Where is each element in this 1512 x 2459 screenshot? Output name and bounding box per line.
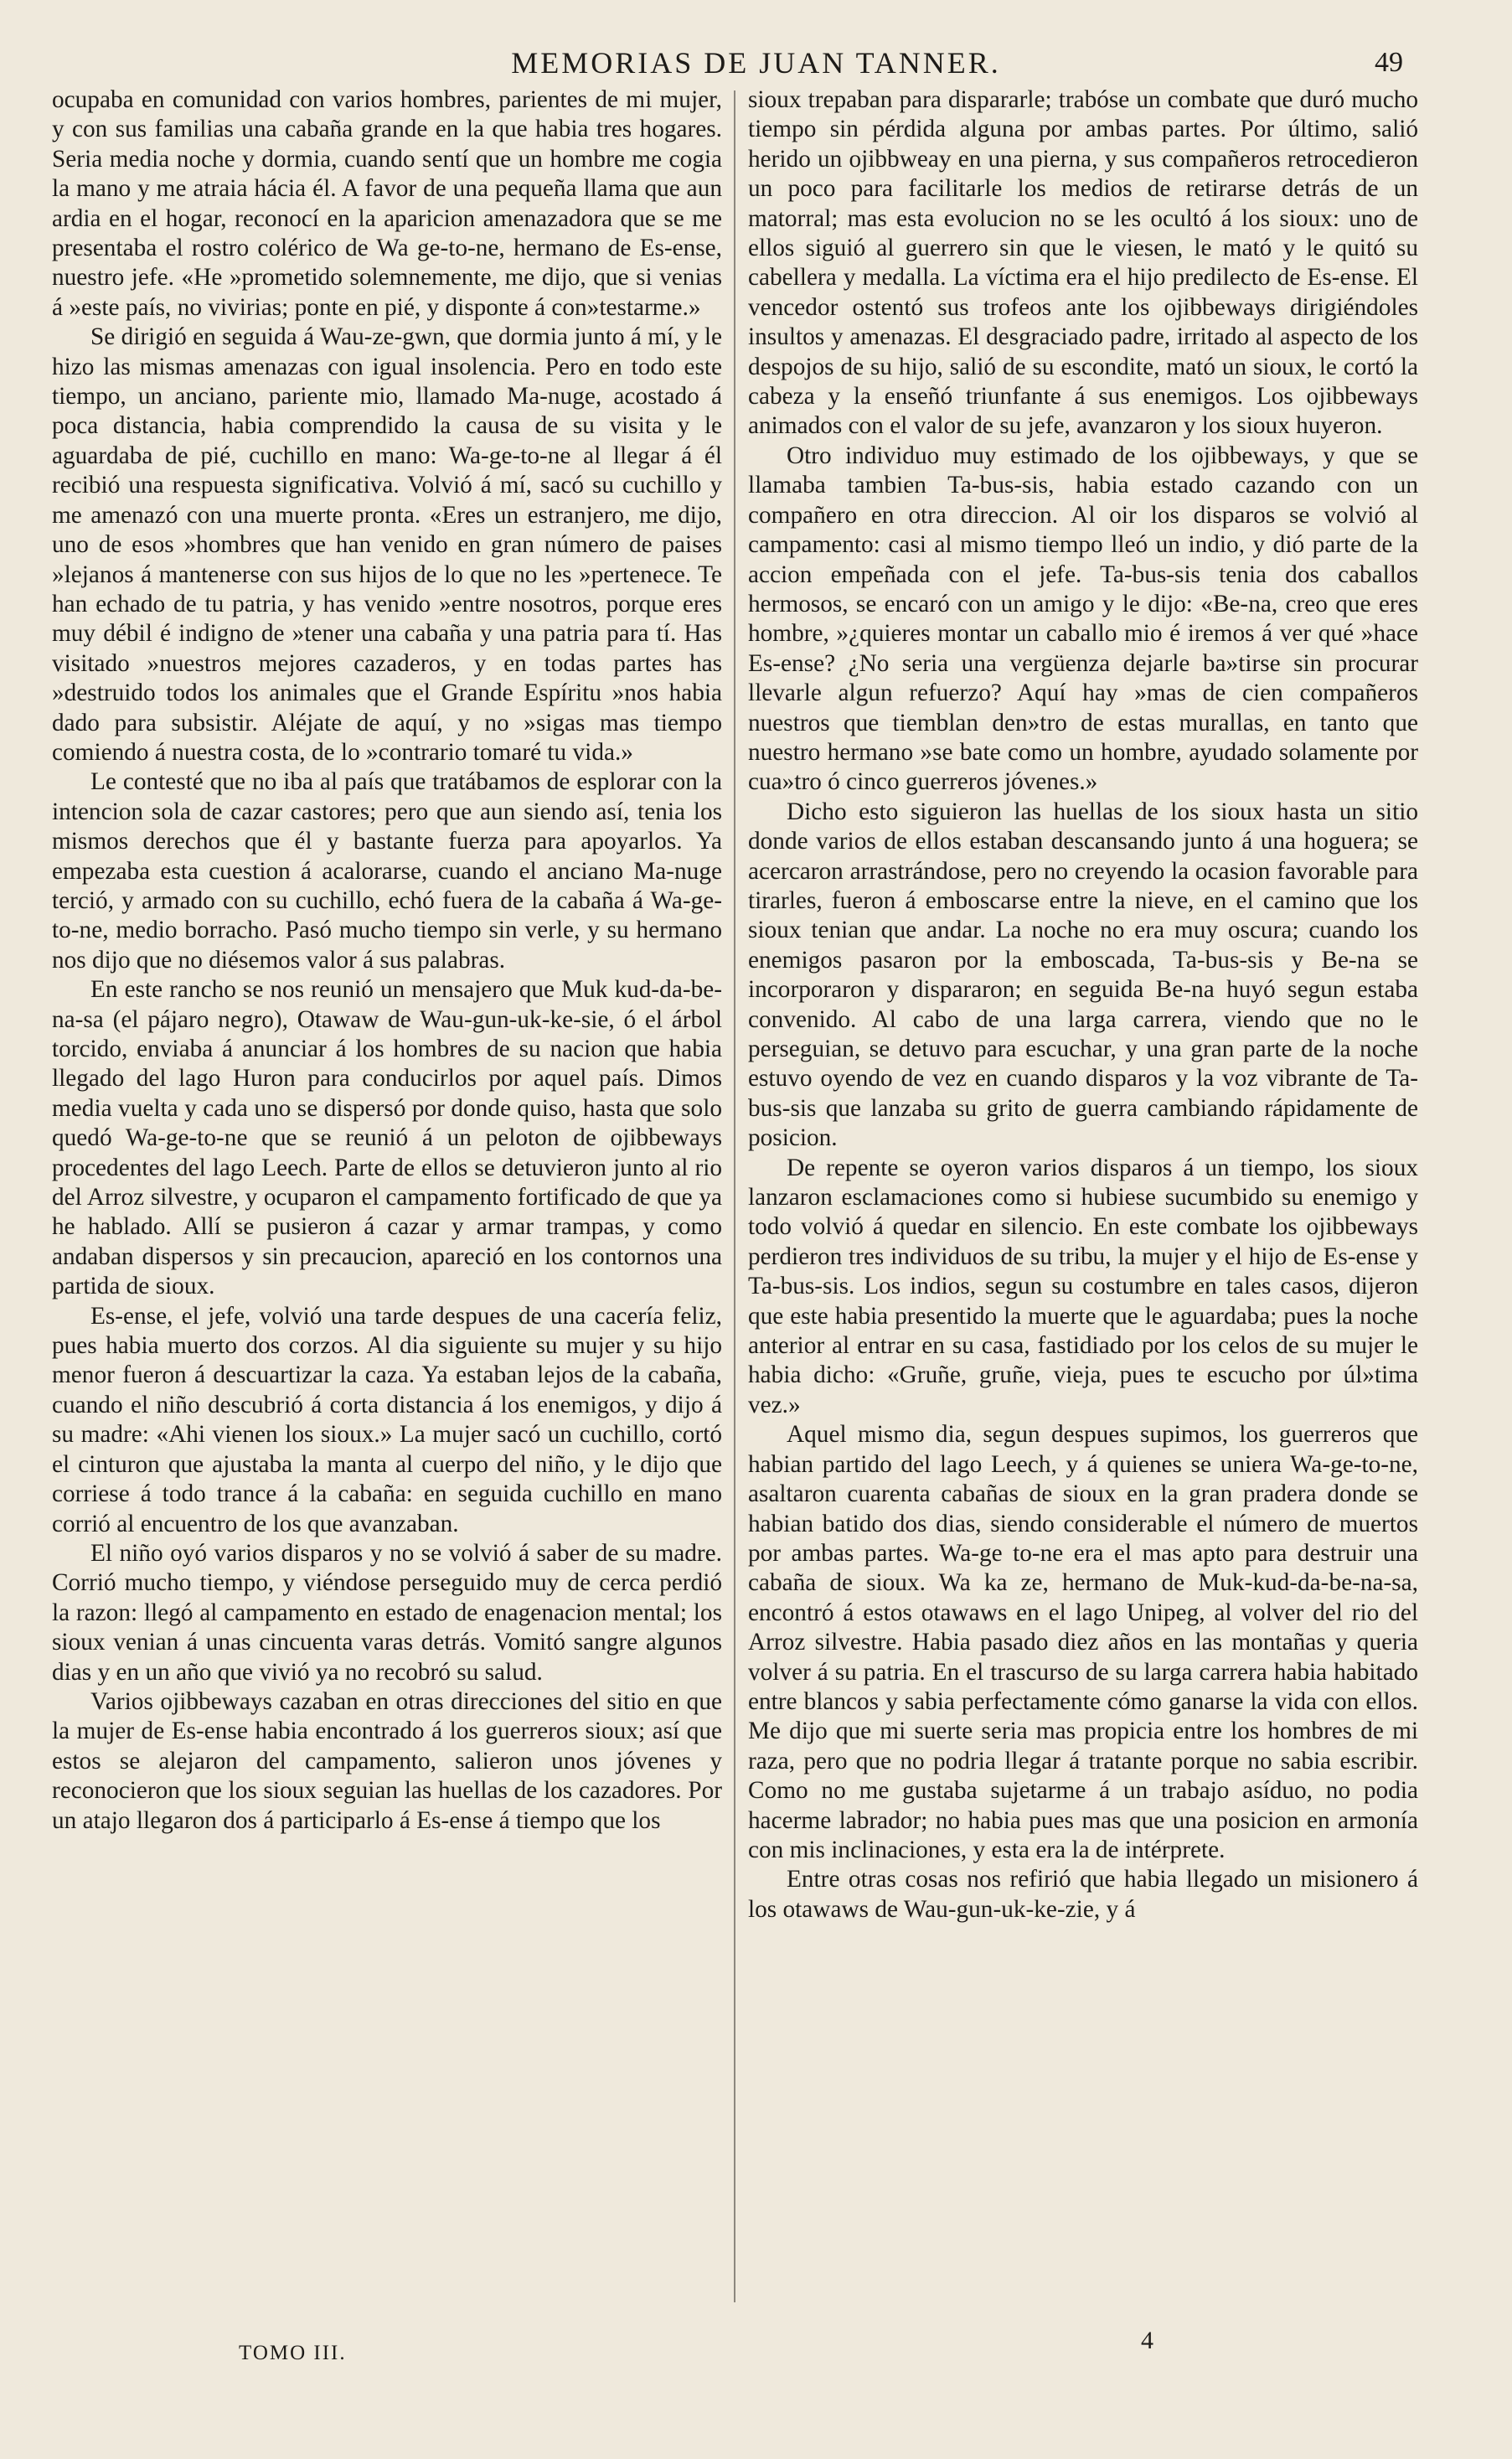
left-column (52, 85, 722, 2306)
running-title: MEMORIAS DE JUAN TANNER. (511, 46, 1001, 80)
column-divider (734, 90, 735, 2302)
signature-mark: 4 (1141, 2327, 1153, 2354)
paragraph: El niño oyó varios disparos y no se volvió á saber de su madre. Corrió mucho tiempo, y viéndose perseguido muy de cerca perdió la razon: llegó al campamento en estado de enagenacion mental; los sioux venian á unas cincuenta varas detrás. Vomitó sangre algunos dias y en un año que vivió ya no recobró su salud. (52, 1539, 722, 1686)
volume-footer: TOMO III. (239, 2342, 347, 2364)
paragraph: Entre otras cosas nos refirió que habia llegado un misionero á los otawaws de Wau-gun-uk-ke-zie, y á (748, 1866, 1418, 1923)
paragraph: Dicho esto siguieron las huellas de los sioux hasta un sitio donde varios de ellos estaban descansando junto á una hoguera; se acercaron arrastrándose, pero no creyendo la ocasion favorable para tirarles, fueron á emboscarse entre la nieve, en el camino que los sioux tenian que andar. La noche no era muy oscura; cuando los enemigos pasaron por la emboscada, Ta-bus-sis y Be-na se incorporaron y dispararon; en seguida Be-na huyó segun estaba convenido. Al cabo de una larga carrera, viendo que no le perseguian, se detuvo para escuchar, y una gran parte de la noche estuvo oyendo de vez en cuando disparos y la voz vibrante de Ta-bus-sis que lanzaba su grito de guerra cambiando rápidamente de posicion. (748, 798, 1418, 1152)
paragraph: De repente se oyeron varios disparos á un tiempo, los sioux lanzaron esclamaciones como si hubiese sucumbido su enemigo y todo volvió á quedar en silencio. En este combate los ojibbeways perdieron tres individuos de su tribu, la mujer y el hijo de Es-ense y Ta-bus-sis. Los indios, segun su costumbre en tales casos, dijeron que este habia presentido la muerte que le aguardaba; pues la noche anterior al entrar en su casa, fastidiado por los celos de su mujer le habia dicho: «Gruñe, gruñe, vieja, pues te escucho por úl»tima vez.» (748, 1154, 1418, 1418)
paragraph: sioux trepaban para dispararle; trabóse un combate que duró mucho tiempo sin pérdida alguna por ambas partes. Por último, salió herido un ojibbweay en una pierna, y sus compañeros retrocedieron un poco para facilitarle los medios de retirarse detrás de un matorral; mas esta evolucion no se les ocultó á los sioux: uno de ellos siguió al guerrero sin que le viesen, le mató y le quitó su cabellera y medalla. La víctima era el hijo predilecto de Es-ense. El vencedor ostentó sus trofeos ante los ojibbeways dirigiéndoles insultos y amenazas. El desgraciado padre, irritado al aspecto de los despojos de su hijo, salió de su escondite, mató un sioux, le cortó la cabeza y la enseñó triunfante á sus enemigos. Los ojibbeways animados con el valor de su jefe, avanzaron y los sioux huyeron. (748, 86, 1418, 440)
running-head (0, 42, 1512, 84)
paragraph: Otro individuo muy estimado de los ojibbeways, y que se llamaba tambien Ta-bus-sis, habia estado cazando con un compañero en otra direccion. Al oir los disparos se volvió al campamento: casi al mismo tiempo lleó un indio, y dió parte de la accion empeñada con el jefe. Ta-bus-sis tenia dos caballos hermosos, se encaró con un amigo y le dijo: «Be-na, creo que eres hombre, »¿quieres montar un caballo mio é iremos á ver qué »hace Es-ense? ¿No seria una vergüenza dejarle ba»tirse sin procurar llevarle algun refuerzo? Aquí hay »mas de cien compañeros nuestros que tiemblan den»tro de estas murallas, en tanto que nuestro hermano »se bate como un hombre, ayudado solamente por cua»tro ó cinco guerreros jóvenes.» (748, 442, 1418, 796)
paragraph: Es-ense, el jefe, volvió una tarde despues de una cacería feliz, pues habia muerto dos corzos. Al dia siguiente su mujer y su hijo menor fueron á descuartizar la caza. Ya estaban lejos de la cabaña, cuando el niño descubrió á corta distancia á los enemigos, y dijo á su madre: «Ahi vienen los sioux.» La mujer sacó un cuchillo, cortó el cinturon que ajustaba la manta al cuerpo del niño, y le dijo que corriese á todo trance á la cabaña: en seguida cuchillo en mano corrió al encuentro de los que avanzaban. (52, 1302, 722, 1537)
paragraph: Le contesté que no iba al país que tratábamos de esplorar con la intencion sola de cazar castores; pero que aun siendo así, tenia los mismos derechos que él y bastante fuerza para apoyarlos. Ya empezaba esta cuestion á acalorarse, cuando el anciano Ma-nuge terció, y armado con su cuchillo, echó fuera de la cabaña á Wa-ge-to-ne, medio borracho. Pasó mucho tiempo sin verle, y su hermano nos dijo que no diésemos valor á sus palabras. (52, 768, 722, 974)
paragraph: Aquel mismo dia, segun despues supimos, los guerreros que habian partido del lago Leech, y á quienes se uniera Wa-ge-to-ne, asaltaron cuarenta cabañas de sioux en la gran pradera donde se habian batido dos dias, siendo considerable el número de muertos por ambas partes. Wa-ge to-ne era el mas apto para destruir una cabaña de sioux. Wa ka ze, hermano de Muk-kud-da-be-na-sa, encontró á estos otawaws en el lago Unipeg, al volver del rio del Arroz silvestre. Habia pasado diez años en las montañas y queria volver á su patria. En el trascurso de su larga carrera habia habitado entre blancos y sabia perfectamente cómo ganarse la vida con ellos. Me dijo que mi suerte seria mas propicia entre los hombres de mi raza, pero que no podria llegar á tratante porque no sabia escribir. Como no me gustaba sujetarme á un trabajo asíduo, no podia hacerme labrador; no habia pues mas que una posicion en armonía con mis inclinaciones, y esta era la de intérprete. (748, 1421, 1418, 1863)
paragraph: Se dirigió en seguida á Wau-ze-gwn, que dormia junto á mí, y le hizo las mismas amenazas con igual insolencia. Pero en todo este tiempo, un anciano, pariente mio, llamado Ma-nuge, acostado á poca distancia, habia comprendido la causa de su visita y le aguardaba de pié, cuchillo en mano: Wa-ge-to-ne al llegar á él recibió una respuesta significativa. Volvió á mí, sacó su cuchillo y me amenazó con una muerte pronta. «Eres un estranjero, me dijo, uno de esos »hombres que han venido en gran número de paises »lejanos á mantenerse con sus hijos de lo que no les »pertenece. Te han echado de tu patria, y has venido »entre nosotros, porque eres muy débil é indigno de »tener una cabaña y una patria para tí. Has visitado »nuestros mejores cazaderos, y en todas partes has »destruido todos los animales que el Grande Espíritu »nos habia dado para subsistir. Aléjate de aquí, y no »sigas mas tiempo comiendo á nuestra costa, de lo »contrario tomaré tu vida.» (52, 323, 722, 766)
paragraph: En este rancho se nos reunió un mensajero que Muk kud-da-be-na-sa (el pájaro negro), Otawaw de Wau-gun-uk-ke-sie, ó el árbol torcido, enviaba á anunciar á los hombres de su nacion que habia llegado del lago Huron para conducirlos por aquel país. Dimos media vuelta y cada uno se dispersó por donde quiso, hasta que solo quedó Wa-ge-to-ne que se reunió á un peloton de ojibbeways procedentes del lago Leech. Parte de ellos se detuvieron junto al rio del Arroz silvestre, y ocuparon el campamento fortificado de que ya he hablado. Allí se pusieron á cazar y armar trampas, y como andaban dispersos y sin precaucion, apareció en los contornos una partida de sioux. (52, 976, 722, 1300)
page-number: 49 (1375, 47, 1403, 78)
right-column (748, 85, 1418, 2306)
paragraph: Varios ojibbeways cazaban en otras direcciones del sitio en que la mujer de Es-ense habia encontrado á los guerreros sioux; así que estos se alejaron del campamento, salieron unos jóvenes y reconocieron que los sioux seguian las huellas de los cazadores. Por un atajo llegaron dos á participarlo á Es-ense á tiempo que los (52, 1687, 722, 1834)
paragraph: ocupaba en comunidad con varios hombres, parientes de mi mujer, y con sus familias una cabaña grande en la que habia tres hogares. Seria media noche y dormia, cuando sentí que un hombre me cogia la mano y me atraia hácia él. A favor de una pequeña llama que aun ardia en el hogar, reconocí en la aparicion amenazadora que se me presentaba el rostro colérico de Wa ge-to-ne, hermano de Es-ense, nuestro jefe. «He »prometido solemnemente, me dijo, que si venias á »este país, no vivirias; ponte en pié, y disponte á con»testarme.» (52, 86, 722, 321)
